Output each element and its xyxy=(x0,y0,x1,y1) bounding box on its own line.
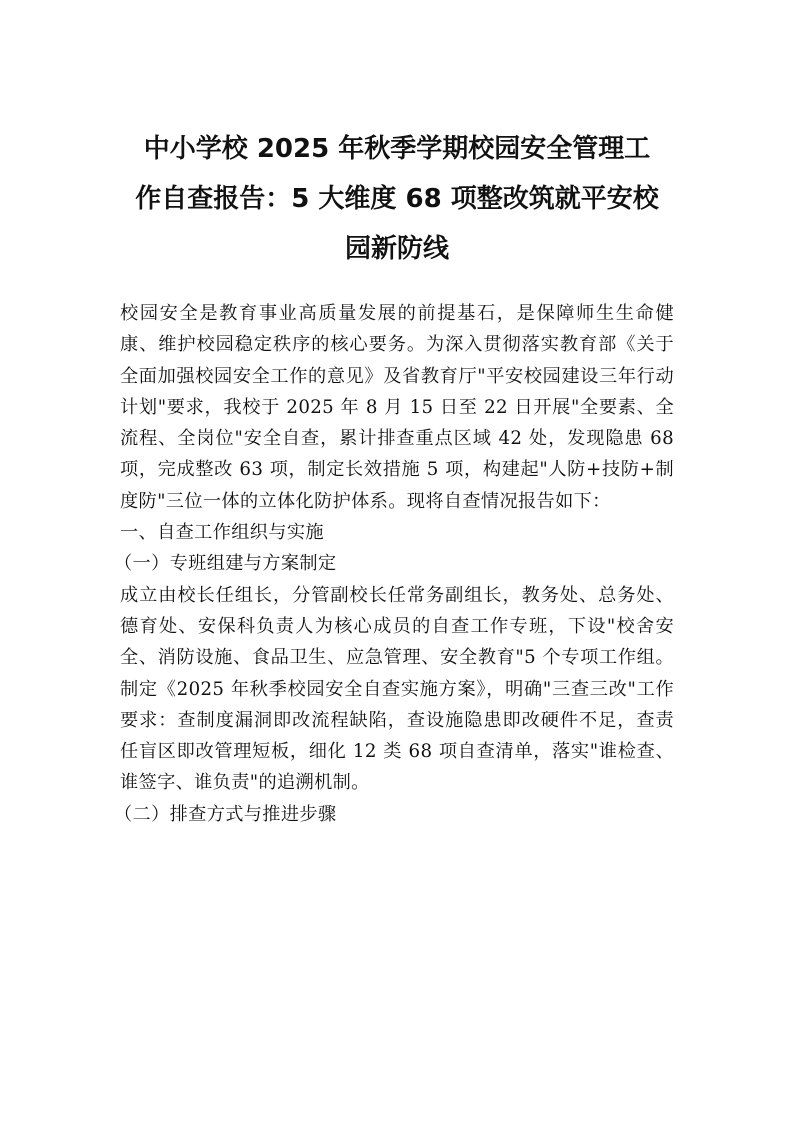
subsection-heading-1-1: （一）专班组建与方案制定 xyxy=(114,553,337,575)
document-body xyxy=(114,298,674,830)
document-page xyxy=(114,124,674,830)
document-title xyxy=(116,124,678,274)
subsection-paragraph-1-1: 成立由校长任组长，分管副校长任常务副组长，教务处、总务处、德育处、安保科负责人为核心成员的自查工作专班，下设"校舍安全、消防设施、食品卫生、应急管理、安全教育"5 个专项工作组。制定《2025 年秋季校园安全自查实施方案》，明确"三查三改"工作要求：查制度漏洞即改流程缺陷，查设施隐患即改硬件不足，查责任盲区即改管理短板，细化 12 类 68 项自查清单，落实"谁检查、谁签字、谁负责"的追溯机制。 xyxy=(120,584,674,794)
title-line-3: 园新防线 xyxy=(344,234,449,264)
title-line-1: 中小学校 2025 年秋季学期校园安全管理工 xyxy=(143,134,651,164)
section-heading-1: 一、自查工作组织与实施 xyxy=(120,522,324,544)
intro-paragraph: 校园安全是教育事业高质量发展的前提基石，是保障师生生命健康、维护校园稳定秩序的核心要务。为深入贯彻落实教育部《关于全面加强校园安全工作的意见》及省教育厅"平安校园建设三年行动计划"要求，我校于 2025 年 8 月 15 日至 22 日开展"全要素、全流程、全岗位"安全自查，累计排查重点区域 42 处，发现隐患 68 项，完成整改 63 项，制定长效措施 5 项，构建起"人防+技防+制度防"三位一体的立体化防护体系。现将自查情况报告如下： xyxy=(120,303,674,512)
title-line-2: 作自查报告：5 大维度 68 项整改筑就平安校 xyxy=(135,184,659,214)
subsection-heading-1-2: （二）排查方式与推进步骤 xyxy=(114,803,337,825)
